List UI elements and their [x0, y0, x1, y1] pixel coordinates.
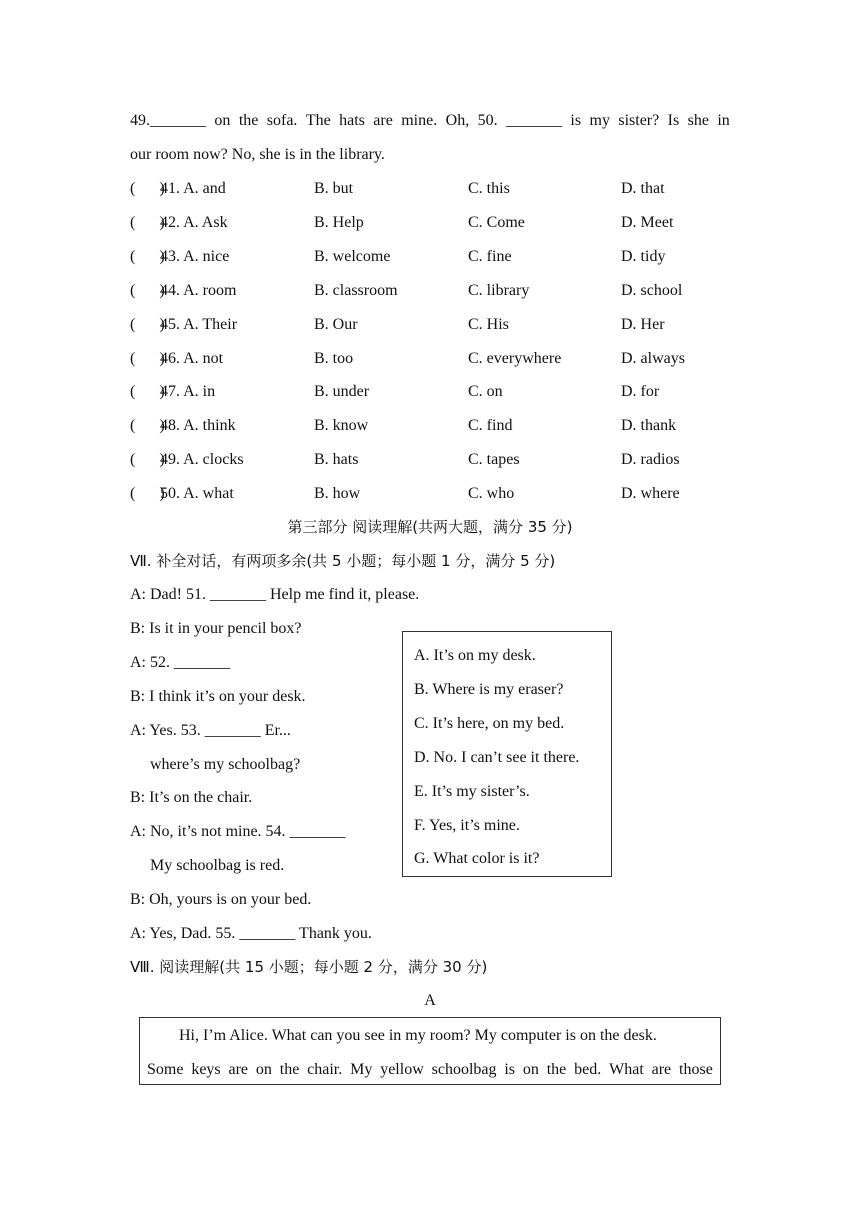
cloze-word: _______ [506, 112, 563, 129]
passage-word: yellow [380, 1061, 424, 1078]
option-a: 50. A. what [160, 485, 234, 502]
passage-line-2 [147, 1060, 713, 1080]
dialogue-option: A. It’s on my desk. [414, 647, 536, 664]
cloze-word: The [305, 112, 331, 129]
part3-title-text: 第三部分 阅读理解(共两大题，满分 35 分) [287, 518, 573, 536]
option-b: B. Help [314, 214, 364, 231]
cloze-word: my [589, 112, 610, 129]
option-b: B. welcome [314, 248, 391, 265]
answer-bracket[interactable]: ( ) [130, 214, 165, 231]
option-c: C. library [468, 282, 530, 299]
dialogue-line: A: Yes. 53. _______ Er... [130, 722, 291, 739]
passage-word: What [609, 1061, 644, 1078]
option-c: C. everywhere [468, 350, 562, 367]
option-a: 45. A. Their [160, 316, 238, 333]
passage-word: My [350, 1061, 373, 1078]
option-c: C. Come [468, 214, 525, 231]
passage-word: those [679, 1061, 713, 1078]
option-b: B. under [314, 383, 370, 400]
dialogue-option: G. What color is it? [414, 850, 540, 867]
section8-title: Ⅷ. 阅读理解(共 15 小题；每小题 2 分，满分 30 分) [130, 958, 488, 976]
dialogue-line: A: No, it’s not mine. 54. _______ [130, 823, 346, 840]
option-d: D. for [621, 383, 660, 400]
dialogue-option: C. It’s here, on my bed. [414, 715, 565, 732]
option-a: 44. A. room [160, 282, 237, 299]
answer-bracket[interactable]: ( ) [130, 451, 165, 468]
passage-line-1-text: Hi, I’m Alice. What can you see in my room? My computer is on the desk. [179, 1027, 657, 1044]
passage-line-1 [147, 1026, 713, 1046]
dialogue-option: F. Yes, it’s mine. [414, 817, 520, 834]
option-d: D. Her [621, 316, 665, 333]
option-d: D. always [621, 350, 685, 367]
cloze-word: on [214, 112, 231, 129]
option-c: C. who [468, 485, 515, 502]
dialogue-option: D. No. I can’t see it there. [414, 749, 580, 766]
dialogue-line: B: I think it’s on your desk. [130, 688, 306, 705]
answer-bracket[interactable]: ( ) [130, 417, 165, 434]
passage-word: keys [191, 1061, 221, 1078]
cloze-word: sofa. [266, 112, 298, 129]
answer-bracket[interactable]: ( ) [130, 282, 165, 299]
cloze-word: sister? [618, 112, 660, 129]
option-d: D. that [621, 180, 665, 197]
option-a: 43. A. nice [160, 248, 230, 265]
option-d: D. tidy [621, 248, 666, 265]
option-b: B. Our [314, 316, 358, 333]
cloze-word: mine. [401, 112, 438, 129]
passage-word: the [279, 1061, 300, 1078]
dialogue-line: B: It’s on the chair. [130, 789, 253, 806]
passage-word: on [522, 1061, 539, 1078]
passage-word: are [651, 1061, 672, 1078]
passage-word: is [504, 1061, 516, 1078]
answer-bracket[interactable]: ( ) [130, 316, 165, 333]
passage-word: chair. [307, 1061, 343, 1078]
answer-bracket[interactable]: ( ) [130, 180, 165, 197]
dialogue-line: where’s my schoolbag? [150, 756, 301, 773]
cloze-word: 49._______ [130, 112, 206, 129]
option-d: D. radios [621, 451, 680, 468]
option-b: B. know [314, 417, 369, 434]
option-c: C. His [468, 316, 509, 333]
cloze-word: she [687, 112, 709, 129]
dialogue-line: A: 52. _______ [130, 654, 230, 671]
option-d: D. where [621, 485, 680, 502]
option-c: C. find [468, 417, 513, 434]
option-b: B. but [314, 180, 354, 197]
option-b: B. hats [314, 451, 359, 468]
passage-label: A [424, 992, 436, 1009]
cloze-word: are [373, 112, 393, 129]
option-d: D. school [621, 282, 683, 299]
option-b: B. classroom [314, 282, 398, 299]
option-d: D. thank [621, 417, 677, 434]
cloze-word: Oh, [445, 112, 470, 129]
option-c: C. this [468, 180, 510, 197]
option-a: 48. A. think [160, 417, 236, 434]
dialogue-line: A: Yes, Dad. 55. _______ Thank you. [130, 925, 372, 942]
option-c: C. fine [468, 248, 512, 265]
option-a: 49. A. clocks [160, 451, 244, 468]
dialogue-option: E. It’s my sister’s. [414, 783, 530, 800]
cloze-word: the [238, 112, 259, 129]
answer-bracket[interactable]: ( ) [130, 383, 165, 400]
option-a: 46. A. not [160, 350, 224, 367]
section7-title: Ⅶ. 补全对话，有两项多余(共 5 小题；每小题 1 分，满分 5 分) [130, 552, 556, 570]
passage-word: are [228, 1061, 249, 1078]
dialogue-option: B. Where is my eraser? [414, 681, 564, 698]
passage-word: on [255, 1061, 272, 1078]
cloze-text-line-2: our room now? No, she is in the library. [130, 146, 385, 163]
option-a: 41. A. and [160, 180, 226, 197]
dialogue-line: B: Oh, yours is on your bed. [130, 891, 312, 908]
option-b: B. too [314, 350, 354, 367]
cloze-text-line-1 [130, 111, 730, 131]
dialogue-line: A: Dad! 51. _______ Help me find it, please. [130, 586, 420, 603]
passage-box [139, 1017, 721, 1085]
passage-word: schoolbag [431, 1061, 497, 1078]
dialogue-options-box [402, 631, 612, 877]
option-c: C. on [468, 383, 503, 400]
passage-word: bed. [574, 1061, 602, 1078]
cloze-word: Is [667, 112, 680, 129]
dialogue-line: B: Is it in your pencil box? [130, 620, 302, 637]
option-a: 47. A. in [160, 383, 216, 400]
answer-bracket[interactable]: ( ) [130, 350, 165, 367]
cloze-word: 50. [477, 112, 498, 129]
cloze-word: is [570, 112, 582, 129]
part3-title [0, 517, 860, 538]
option-a: 42. A. Ask [160, 214, 228, 231]
cloze-word: in [717, 112, 730, 129]
option-c: C. tapes [468, 451, 520, 468]
option-d: D. Meet [621, 214, 674, 231]
answer-bracket[interactable]: ( ) [130, 248, 165, 265]
cloze-word: hats [339, 112, 365, 129]
passage-word: Some [147, 1061, 184, 1078]
answer-bracket[interactable]: ( ) [130, 485, 165, 502]
dialogue-line: My schoolbag is red. [150, 857, 285, 874]
passage-word: the [546, 1061, 567, 1078]
option-b: B. how [314, 485, 361, 502]
